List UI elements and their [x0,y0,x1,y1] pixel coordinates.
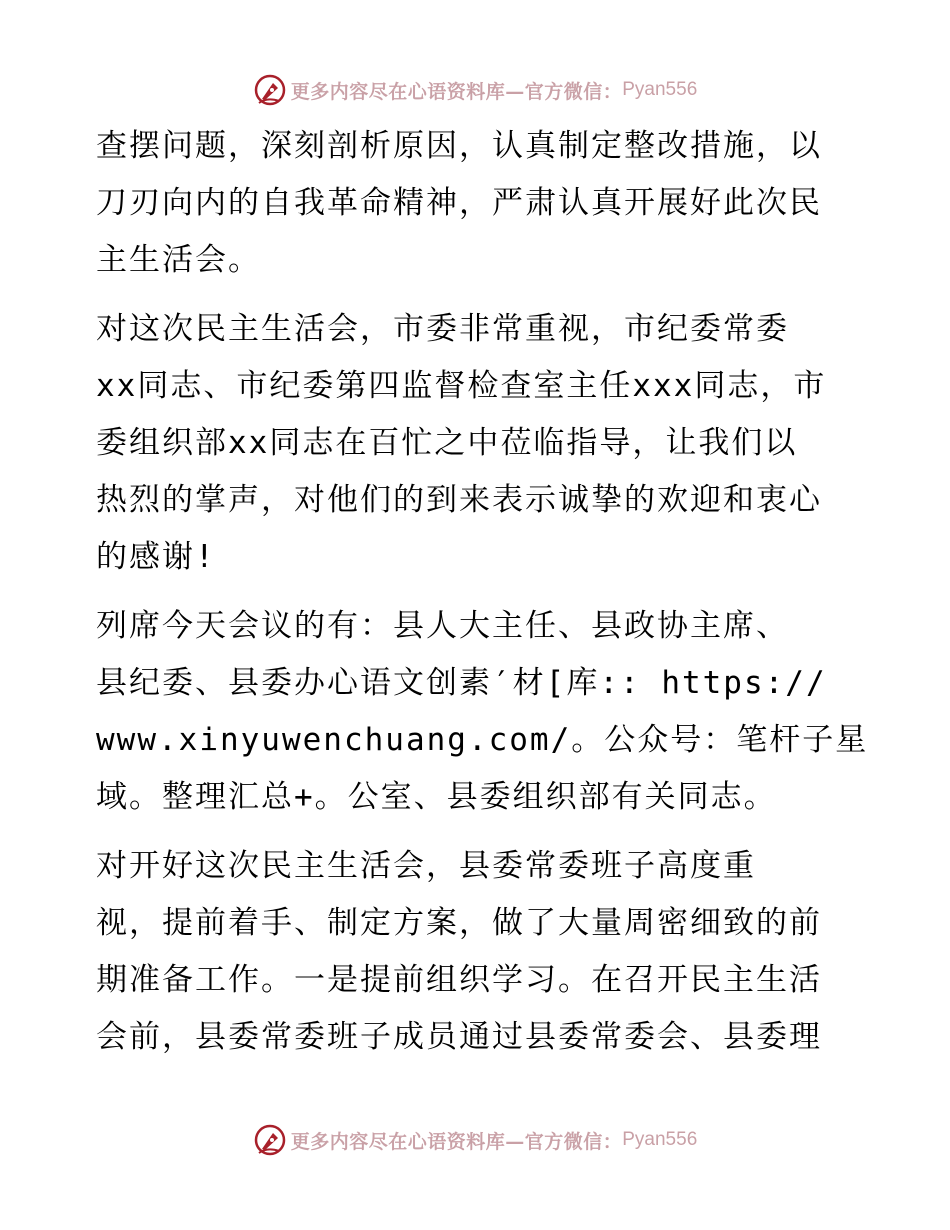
text-line: xx同志、市纪委第四监督检查室主任xxx同志，市 [96,368,827,404]
document-body [96,118,869,1066]
wechat-id: Pyan556 [622,1129,698,1150]
text-line: 域。整理汇总+。公室、县委组织部有关同志。 [96,779,777,815]
text-line: 主生活会。 [96,242,261,278]
header-banner [0,70,950,110]
text-line: 列席今天会议的有：县人大主任、县政协主席、 [96,608,789,644]
text-line: 对开好这次民主生活会，县委常委班子高度重 [96,848,756,884]
text-line: 县纪委、县委办心语文创素′材[库:: https:// [96,665,827,701]
text-line: 会前，县委常委班子成员通过县委常委会、县委理 [96,1019,822,1055]
footer-banner [0,1120,950,1160]
paragraph-4 [96,838,856,1066]
wechat-id: Pyan556 [622,79,698,100]
text-line: 期准备工作。一是提前组织学习。在召开民主生活 [96,962,822,998]
text-line: www.xinyuwenchuang.com/。公众号：笔杆子星 [96,722,869,758]
banner-text: 更多内容尽在心语资料库—官方微信： [290,1130,623,1153]
banner-text: 更多内容尽在心语资料库—官方微信： [290,80,623,103]
text-line: 视，提前着手、制定方案，做了大量周密细致的前 [96,905,822,941]
text-line: 热烈的掌声，对他们的到来表示诚挚的欢迎和衷心 [96,482,822,518]
paragraph-2 [96,301,856,586]
pen-nib-logo-icon [253,73,287,107]
text-line: 查摆问题，深刻剖析原因，认真制定整改措施，以 [96,128,822,164]
text-line: 的感谢! [96,539,216,575]
pen-nib-logo-icon [253,1123,287,1157]
text-line: 委组织部xx同志在百忙之中莅临指导，让我们以 [96,425,798,461]
paragraph-3 [96,598,869,826]
text-line: 对这次民主生活会，市委非常重视，市纪委常委 [96,311,789,347]
paragraph-1 [96,118,856,289]
text-line: 刀刃向内的自我革命精神，严肃认真开展好此次民 [96,185,822,221]
